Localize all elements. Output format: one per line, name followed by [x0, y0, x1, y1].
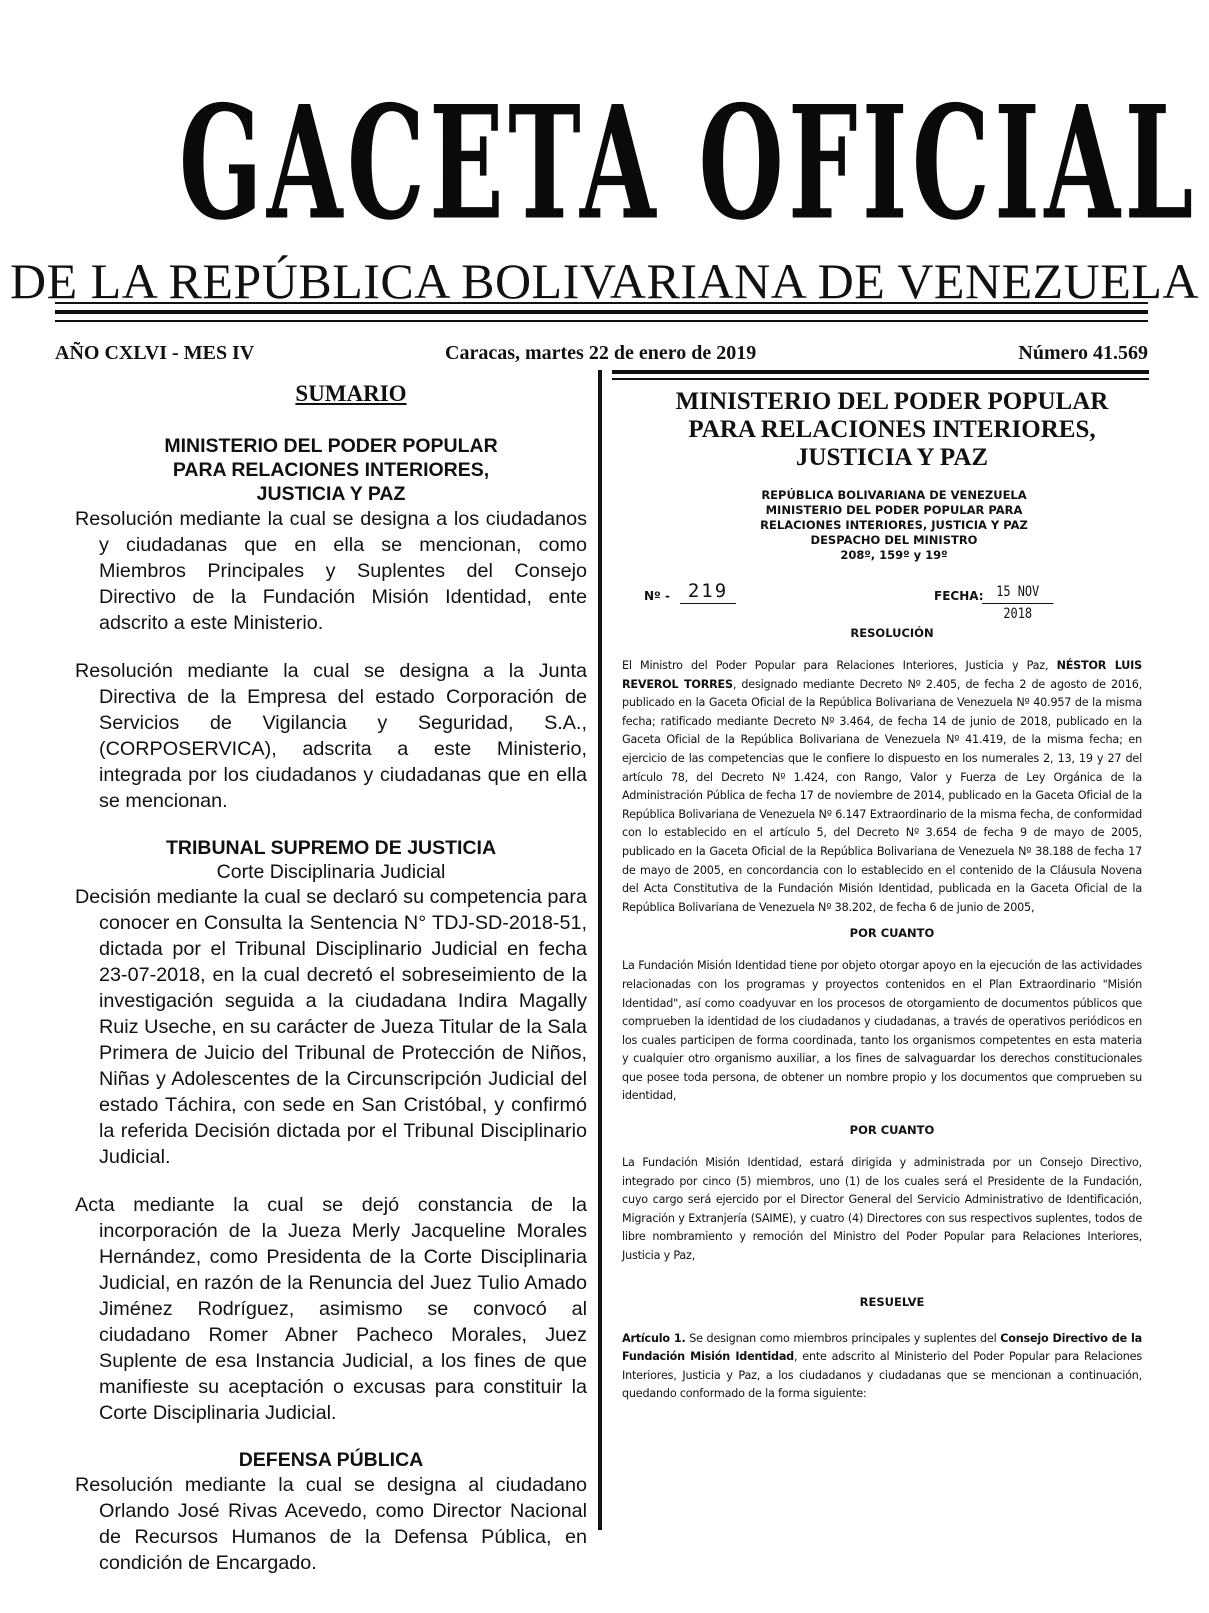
ministry-heading — [642, 388, 1142, 472]
right-column-rule — [612, 370, 1149, 374]
issue-number: Número 41.569 — [1018, 342, 1148, 364]
summary-section — [75, 434, 587, 814]
office-letterhead — [646, 488, 1142, 563]
article-label: Artículo 1. — [622, 1331, 686, 1345]
letterhead-line: DESPACHO DEL MINISTRO — [810, 533, 978, 547]
section-subheading: Corte Disciplinaria Judicial — [216, 861, 446, 883]
summary-entry: Resolución mediante la cual se designa al ciudadano Orlando José Rivas Acevedo, como Director Nacional de Recursos Humanos de la Defensa Pública, en condición de Encargado. — [75, 1474, 587, 1574]
section-heading: MINISTERIO DEL PODER POPULAR — [164, 435, 498, 457]
section-heading: DEFENSA PÚBLICA — [238, 1449, 424, 1471]
resolution-number-row — [622, 580, 1142, 622]
place-date: Caracas, martes 22 de enero de 2019 — [445, 342, 757, 364]
gazette-title: GACETA OFICIAL — [178, 72, 1198, 256]
resolution-date: 15 NOV 2018 — [982, 581, 1053, 604]
letterhead-line: RELACIONES INTERIORES, JUSTICIA Y PAZ — [760, 518, 1028, 532]
ministry-line: MINISTERIO DEL PODER POPULAR — [675, 388, 1109, 415]
por-cuanto-paragraph: La Fundación Misión Identidad, estará dirigida y administrada por un Consejo Directivo, integrado por cinco (5) miembros, uno (1) de los cuales será el Presidente de la Fundación, cuyo cargo será ejercido por el Director General del Servicio Administrativo de Identificación, Migración y Extranjería (SAIME), y cuatro (4) Directores con sus respectivos suplentes, todos de libre nombramiento y remoción del Ministro del Poder Popular para Relaciones Interiores, Justicia y Paz, — [622, 1156, 1142, 1263]
summary-entry: Acta mediante la cual se dejó constancia de la incorporación de la Jueza Merly Jacqueline Morales Hernández, como Presidenta de la Corte Disciplinaria Judicial, en razón de la Renuncia del Juez Tulio Amado Jiménez Rodríguez, asimismo se convocó al ciudadano Romer Abner Pacheco Morales, Juez Suplente de esa Instancia Judicial, a los fines de que manifieste su aceptación o excusas para constituir la Corte Disciplinaria Judicial. — [75, 1194, 587, 1424]
summary-entry: Resolución mediante la cual se designa a la Junta Directiva de la Empresa del estado Corporación de Servicios de Vigilancia y Seguridad, S.A., (CORPOSERVICA), adscrita a este Ministerio, integrada por los ciudadanos y ciudadanas que en ella se mencionan. — [75, 660, 587, 812]
resuelve-heading: RESUELVE — [859, 1294, 925, 1309]
resolution-number: 219 — [680, 581, 736, 604]
por-cuanto-heading: POR CUANTO — [849, 1123, 935, 1138]
minister-name: NÉSTOR LUIS REVEROL TORRES — [622, 659, 1142, 691]
letterhead-line: REPÚBLICA BOLIVARIANA DE VENEZUELA — [761, 488, 1027, 502]
summary-entry: Resolución mediante la cual se designa a los ciudadanos y ciudadanas que en ella se mencionan, como Miembros Principales y Suplentes del Consejo Directivo de la Fundación Misión Identidad, ente adscrito a este Ministerio. — [75, 508, 587, 634]
letterhead-line: 208º, 159º y 19º — [840, 548, 948, 562]
summary-title: SUMARIO — [295, 381, 407, 406]
article-1 — [622, 1330, 1142, 1404]
right-column-rule-thin — [612, 378, 1149, 380]
letterhead-line: MINISTERIO DEL PODER POPULAR PARA — [765, 503, 1023, 517]
date-label: FECHA: — [934, 589, 984, 603]
summary-section — [75, 1448, 587, 1576]
article-text-rest: , ente adscrito al Ministerio del Poder Popular para Relaciones Interiores, Justicia y Paz, a los ciudadanos y ciudadanas que se mencionan a continuación, quedando conformado de la forma siguiente: — [622, 1350, 1142, 1401]
section-heading: PARA RELACIONES INTERIORES, — [172, 459, 490, 481]
ministry-line: PARA RELACIONES INTERIORES, — [688, 416, 1096, 443]
intro-text: El Ministro del Poder Popular para Relaciones Interiores, Justicia y Paz, — [622, 659, 1057, 672]
summary-entry: Decisión mediante la cual se declaró su competencia para conocer en Consulta la Sentencia N° TDJ-SD-2018-51, dictada por el Tribunal Disciplinario Judicial en fecha 23-07-2018, en la cual decretó el sobreseimiento de la investigación seguida a la ciudadana Indira Magally Ruiz Useche, en su carácter de Jueza Titular de la Sala Primera de Juicio del Tribunal de Protección de Niños, Niñas y Adolescentes de la Circunscripción Judicial del estado Táchira, con sede en San Cristóbal, y confirmó la referida Decisión dictada por el Tribunal Disciplinario Judicial. — [75, 886, 587, 1168]
dateline — [55, 338, 1148, 368]
resolution-column — [622, 388, 1142, 1404]
article-bold-text: Consejo Directivo de la Fundación Misión Identidad — [622, 1331, 1142, 1364]
year-month: AÑO CXLVI - MES IV — [55, 342, 255, 364]
ministry-line: JUSTICIA Y PAZ — [795, 444, 989, 471]
column-divider — [598, 370, 602, 1530]
intro-text-rest: , designado mediante Decreto Nº 2.405, de fecha 2 de agosto de 2016, publicado en la Gaceta Oficial de la República Bolivariana de Venezuela Nº 40.957 de la misma fecha; ratificado mediante Decreto Nº 3.464, de fecha 14 de junio de 2018, publicado en la Gaceta Oficial de la República Bolivariana de Venezuela Nº 41.419, de la misma fecha; en ejercicio de las competencias que le confiere lo dispuesto en los numerales 2, 13, 19 y 27 del artículo 78, del Decreto Nº 1.424, con Rango, Valor y Fuerza de Ley Orgánica de la Administración Pública de fecha 17 de noviembre de 2014, publicado en la Gaceta Oficial de la República Bolivariana de Venezuela Nº 6.147 Extraordinario de la misma fecha, de conformidad con lo establecido en el artículo 5, del Decreto Nº 3.654 de fecha 9 de mayo de 2005, publicado en la Gaceta Oficial de la República Bolivariana de Venezuela Nº 38.188 de fecha 17 de mayo de 2005, en concordancia con lo establecido en el contenido de la Cláusula Novena del Acta Constitutiva de la Fundación Misión Identidad, publicada en la Gaceta Oficial de la República Bolivariana de Venezuela Nº 38.202, de fecha 6 de junio de 2005, — [622, 677, 1142, 914]
article-text: Se designan como miembros principales y suplentes del — [685, 1331, 1001, 1345]
por-cuanto-paragraph: La Fundación Misión Identidad tiene por objeto otorgar apoyo en la ejecución de las actividades relacionadas con los programas y proyectos contenidos en el Plan Extraordinario "Misión Identidad", así como coadyuvar en los procesos de otorgamiento de documentos públicos que comprueben la identidad de los ciudadanos y ciudadanas, a través de operativos periódicos en los cuales participen de forma coordinada, tanto los organismos competentes en esta materia y cualquier otro organismo auxiliar, a los fines de salvaguardar los derechos constitucionales que posee toda persona, de obtener un nombre propio y los documentos que comprueben su identidad, — [622, 959, 1142, 1103]
summary-section — [75, 836, 587, 1426]
section-heading: TRIBUNAL SUPREMO DE JUSTICIA — [165, 837, 497, 859]
header-rule — [55, 302, 1148, 312]
number-label: Nº - — [644, 589, 670, 603]
header-rule-inner — [55, 312, 1148, 322]
masthead — [0, 70, 1209, 256]
summary-column — [75, 380, 587, 1576]
por-cuanto-heading: POR CUANTO — [849, 926, 935, 941]
gazette-subtitle: DE LA REPÚBLICA BOLIVARIANA DE VENEZUELA — [10, 253, 1199, 309]
resolution-intro — [622, 657, 1142, 917]
section-heading: JUSTICIA Y PAZ — [256, 483, 406, 505]
resolution-title: RESOLUCIÓN — [850, 626, 934, 640]
